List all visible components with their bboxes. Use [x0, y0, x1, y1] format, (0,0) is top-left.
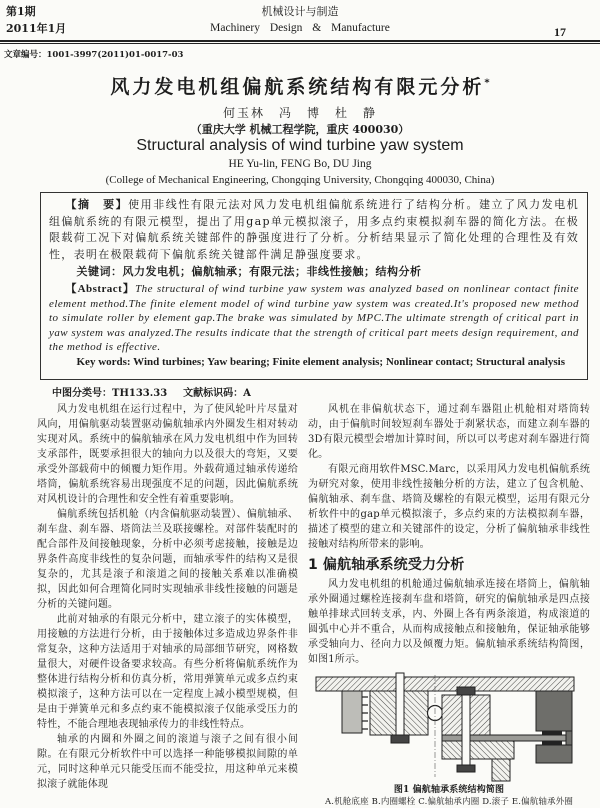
page-number: 17 — [554, 25, 566, 39]
abstract-box — [40, 192, 588, 380]
authors-en: HE Yu-lin, FENG Bo, DU Jing — [228, 158, 372, 170]
brake-caliper-upper — [536, 691, 572, 731]
classification-line — [52, 384, 251, 399]
section-heading: 1 偏航轴承系统受力分析 — [308, 557, 465, 573]
brake-disc — [442, 735, 566, 741]
article-number: 文章编号：1001-3997(2011)01-0017-03 — [4, 50, 184, 60]
paper-title-cn — [0, 72, 600, 99]
abstract-en-text: The structural of wind turbine yaw system was analyzed based on nonlinear contact finite element method.The finite element model of wind turbine yaw system was created.It's proposed new method to simulate roller by element gap.The brake was simulated by MPC.The ultimate strength of critical part in yaw system was analyzed.The results indicate that the strength of critical part meets design requirement, and the method is effective. — [49, 283, 580, 353]
abstract-cn — [49, 197, 579, 263]
brake-caliper-lower — [536, 745, 572, 763]
body-paragraph: 轴承的内圈和外圈之间的滚道与滚子之间有很小间隙。在有限元分析软件中可以选择一种能够模拟间隙的单元，同时这种单元只能受压而不能受拉，用这种单元来模拟滚子就能体现 — [37, 734, 298, 790]
running-header-journal — [0, 3, 600, 37]
body-paragraph: 有限元商用软件MSC.Marc，以采用风力发电机偏航系统为研究对象，使用非线性接触分析的方法，建立了包含机舱、偏航轴承、刹车盘、塔筒及螺栓的有限元模型，运用有限元分析软件中的gap单元模拟滚子，多点约束的方法模拟刹车器，描述了模型的建立和关键部件的设定，分析了偏航轴承非线性接触对结构所带来的影响。 — [308, 464, 590, 550]
clc-number: 中图分类号：TH133.33 — [52, 388, 168, 399]
affiliation-en: (College of Mechanical Engineering, Chongqing University, Chongqing 400030, China) — [105, 174, 495, 186]
yaw-bearing-diagram — [314, 673, 584, 781]
issue-number: 第1期 — [6, 5, 36, 18]
outer-ring-bolt — [462, 693, 470, 769]
keywords-en-text: Wind turbines; Yaw bearing; Finite element analysis; Nonlinear contact; Structural analysis — [133, 355, 565, 368]
body-paragraph: 风机在非偏航状态下，通过刹车器阻止机舱相对塔筒转动，由于偏航时间较短刹车器处于刹紧状态，而建立刹车器的3D有限元模型会增加计算时间，所以可以考虑对刹车器进行简化。 — [308, 404, 590, 460]
paper-title-text: 风力发电机组偏航系统结构有限元分析 — [110, 76, 485, 98]
document-code: 文献标识码：A — [183, 388, 251, 399]
authors-cn: 何玉林 冯 博 杜 静 — [222, 106, 377, 120]
inner-ring-bolt-nut — [391, 735, 409, 743]
body-paragraph: 偏航系统包括机舱（内含偏航驱动装置）、偏航轴承、刹车盘、刹车器、塔筒法兰及联接螺栓。对部件装配时的配合部件及间接触现象，分析中必须考虑接触，接触是边界条件高度非线性的复杂问题，而轴承零件的结构又是很复杂的，尤其是滚子和滚道之间的接触关系难以准确模拟，因此如何合理简化同时实现轴承非线性接触的问题是分析的关键问题。 — [37, 509, 298, 610]
journal-name-cn: 机械设计与制造 — [261, 5, 339, 18]
brake-pad-lower — [542, 741, 562, 745]
body-paragraph: 此前对轴承的有限元分析中，建立滚子的实体模型，用接触的方法进行分析，由于接触体过多造成边界条件非常复杂，这种方法适用于对轴承的局部细节研究，网格数量很大，对硬件设备要求较高。有些分析将偏航系统作为整体进行结构分析和仿真分析，常用弹簧单元或多点约束模拟滚子，这种方法可以在一定程度上减小模型规模，但是由于弹簧单元和多点约束不能模拟滚子仅能承受压力的特性，不能合理地表现轴承传力的非线性特点。 — [37, 614, 298, 730]
yaw-drive-pinion — [342, 691, 362, 733]
keywords-en-label: Key words: — [76, 355, 131, 368]
body-column-left — [37, 402, 298, 790]
abstract-en — [49, 282, 579, 355]
abstract-cn-label: 【摘 要】 — [65, 198, 129, 211]
title-footnote-mark: * — [484, 77, 490, 89]
paper-title-en: Structural analysis of wind turbine yaw system — [136, 137, 464, 154]
body-paragraph: 风力发电机组的机舱通过偏航轴承连接在塔筒上，偏航轴承外圈通过螺栓连接刹车盘和塔筒，研究的偏航轴承是四点接触单排球式回转支承，内、外圈上各有两条滚道，构成滚道的圆弧中心并不重合，从而构成接触点和接触角，保证轴承能够承受轴向力、径向力以及倾覆力矩。偏航轴承系统结构简图，如图1所示。 — [308, 579, 590, 665]
nacelle-base — [316, 677, 574, 691]
journal-name-en: Machinery Design & Manufacture — [210, 22, 390, 34]
figure-legend: A.机舱底座 B.内圈螺栓 C.偏航轴承内圈 D.滚子 E.偏航轴承外圈 — [324, 797, 574, 807]
keywords-en — [49, 355, 579, 370]
keywords-cn-text: 风力发电机；偏航轴承；有限元法；非线性接触；结构分析 — [122, 265, 422, 278]
affiliation-cn: （重庆大学 机械工程学院，重庆 400030） — [190, 123, 410, 136]
body-paragraph: 风力发电机组在运行过程中，为了使风轮叶片尽量对风向，用偏航驱动装置驱动偏航轴承内外圈发生相对转动实现对风。系统中的偏航轴承在风力发电机组中作为回转支承部件，既要承担很大的轴向力以及很大的弯矩，又要承受外部载荷中的倾覆力矩作用。外载荷通过轴承传递给塔筒，偏航系统容易出现强度不足的问题，因此偏航系统对风机设计的合理性和安全性有着重要影响。 — [37, 404, 298, 505]
brake-caliper-bridge — [566, 731, 572, 745]
abstract-cn-text: 使用非线性有限元法对风力发电机组偏航系统进行了结构分析。建立了风力发电机组偏航系统的有限元模型，提出了用gap单元模拟滚子，用多点约束模拟刹车器的简化方法。在极限载荷工况下对偏航系统关键部件的静强度进行了分析。分析结果显示了简化处理的合理性及有效性，表明在极限载荷下偏航系统关键部件满足静强度要求。 — [49, 198, 580, 261]
abstract-en-label: 【Abstract】 — [65, 283, 136, 295]
outer-ring-bolt-nut — [457, 765, 475, 772]
brake-pad-upper — [542, 731, 562, 735]
header-rule — [0, 40, 600, 44]
figure-1 — [308, 673, 590, 808]
tower-flange — [442, 741, 514, 759]
pinion-teeth — [362, 697, 368, 729]
inner-ring-bolt — [396, 673, 404, 741]
outer-ring-bolt-head — [457, 687, 475, 695]
tower-wall — [492, 759, 510, 781]
figure-caption: 图1 偏航轴承系统结构简图 — [393, 785, 505, 795]
body-column-right — [308, 402, 590, 807]
keywords-cn-label: 关键词： — [76, 265, 123, 278]
issue-date: 2011年1月 — [6, 22, 67, 35]
keywords-cn — [49, 263, 579, 280]
